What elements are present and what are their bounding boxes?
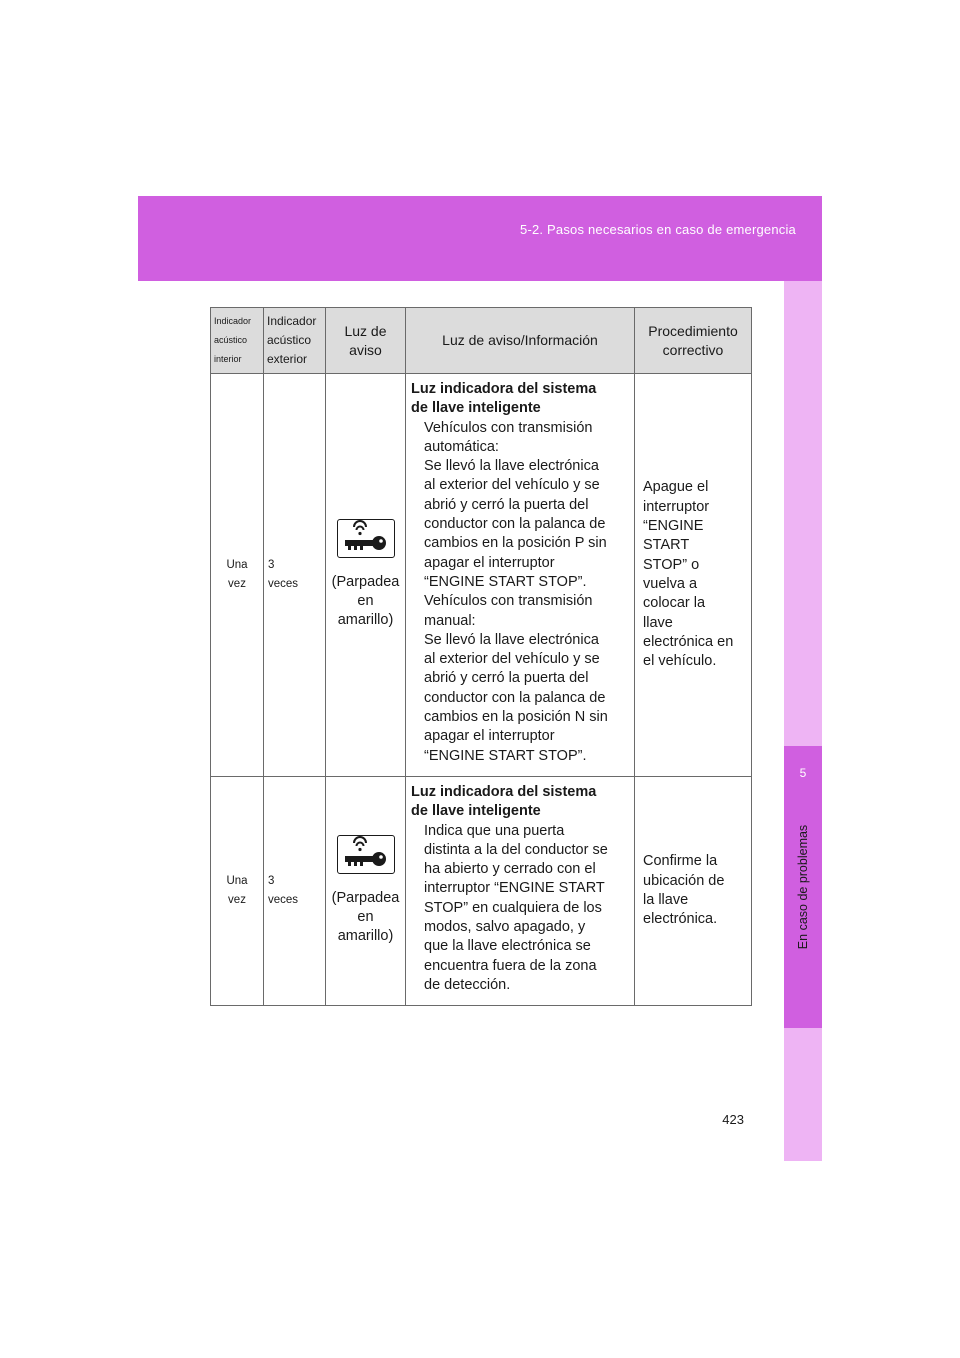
header-warning-info: Luz de aviso/Información (406, 308, 635, 374)
procedure-line: START (643, 537, 690, 554)
info-line: “ENGINE START STOP”. (424, 747, 587, 764)
info-line: Vehículos con transmisión (424, 593, 593, 610)
info-line: STOP” en cualquiera de los (424, 899, 602, 916)
procedure-cell (635, 776, 752, 1005)
interior-buzzer-cell: Una vez (211, 776, 264, 1005)
header-warning-light: Luz de aviso (326, 308, 406, 374)
info-line: ha abierto y cerrado con el (424, 861, 596, 878)
procedure-line: interruptor (643, 498, 710, 515)
procedure-line: la llave (643, 892, 689, 909)
info-line: Se llevó la llave electrónica (424, 458, 599, 475)
info-line: “ENGINE START STOP”. (424, 573, 587, 590)
procedure-line: electrónica en (643, 633, 734, 650)
warning-table (210, 307, 752, 1006)
info-line: abrió y cerró la puerta del (424, 496, 589, 513)
procedure-line: electrónica. (643, 911, 718, 928)
smart-key-indicator-icon (337, 519, 395, 558)
info-line: conductor con la palanca de (424, 516, 606, 533)
table-row (211, 374, 752, 777)
section-title: 5-2. Pasos necesarios en caso de emergencia (520, 222, 796, 237)
info-line: Se llevó la llave electrónica (424, 631, 599, 648)
section-header-band (138, 196, 822, 281)
info-line: de detección. (424, 976, 511, 993)
info-line: conductor con la palanca de (424, 689, 606, 706)
procedure-line: llave (643, 614, 673, 631)
info-line: Vehículos con transmisión (424, 419, 593, 436)
info-line: apagar el interruptor (424, 728, 555, 745)
header-procedure: Procedimiento correctivo (635, 308, 752, 374)
procedure-line: Confirme la (643, 853, 718, 870)
interior-buzzer-cell: Una vez (211, 374, 264, 777)
info-line: distinta a la del conductor se (424, 841, 608, 858)
info-line: automática: (424, 438, 499, 455)
warning-light-cell: (Parpadea en amarillo) (326, 374, 406, 777)
side-strip (784, 281, 822, 1161)
procedure-cell (635, 374, 752, 777)
info-line: al exterior del vehículo y se (424, 477, 600, 494)
table-row (211, 776, 752, 1005)
info-line: encuentra fuera de la zona (424, 957, 597, 974)
info-line: apagar el interruptor (424, 554, 555, 571)
procedure-line: colocar la (643, 595, 706, 612)
info-line: manual: (424, 612, 476, 629)
procedure-line: ubicación de (643, 872, 725, 889)
warning-light-cell: (Parpadea en amarillo) (326, 776, 406, 1005)
warning-info-cell: Luz indicadora del sistema de llave inteligente Indica que una puerta distinta a la del conductor se ha abierto y cerrado con el interruptor “ENGINE START STOP” en cualquiera de los modos, salvo apagado, y que la llave electrónica se encuentra fuera de la zona de detección. (406, 776, 635, 1005)
page-number: 423 (722, 1112, 744, 1127)
chapter-number: 5 (799, 766, 807, 780)
procedure-line: “ENGINE (643, 518, 704, 535)
info-line: que la llave electrónica se (424, 938, 591, 955)
info-line: cambios en la posición N sin (424, 709, 608, 726)
info-line: cambios en la posición P sin (424, 535, 607, 552)
info-line: interruptor “ENGINE START (424, 880, 605, 897)
exterior-buzzer-cell: 3 veces (264, 374, 326, 777)
smart-key-indicator-icon (337, 835, 395, 874)
procedure-line: vuelva a (643, 575, 698, 592)
procedure-line: el vehículo. (643, 653, 717, 670)
info-line: abrió y cerró la puerta del (424, 670, 589, 687)
procedure-line: STOP” o (643, 556, 700, 573)
info-line: al exterior del vehículo y se (424, 651, 600, 668)
warning-info-cell: Luz indicadora del sistema de llave inteligente Vehículos con transmisión automática: Se llevó la llave electrónica al exterior del vehículo y se abrió y cerró la puerta del conductor con la palanca de cambios en la posición P sin apagar el interruptor “ENGINE START STOP”. Vehículos con transmisión manual: Se llevó la llave electrónica al exterior del vehículo y se abrió y cerró la puerta del conductor con la palanca de cambios en la posición N sin apagar el interruptor “ENGINE START STOP”. (406, 374, 635, 777)
procedure-line: Apague el (643, 479, 709, 496)
info-line: modos, salvo apagado, y (424, 919, 586, 936)
header-interior-buzzer: Indicador acústico interior (211, 308, 264, 374)
exterior-buzzer-cell: 3 veces (264, 776, 326, 1005)
info-line: Indica que una puerta (424, 822, 565, 839)
table-header-row (211, 308, 752, 374)
header-exterior-buzzer: Indicador acústico exterior (264, 308, 326, 374)
chapter-title: En caso de problemas (796, 824, 810, 950)
